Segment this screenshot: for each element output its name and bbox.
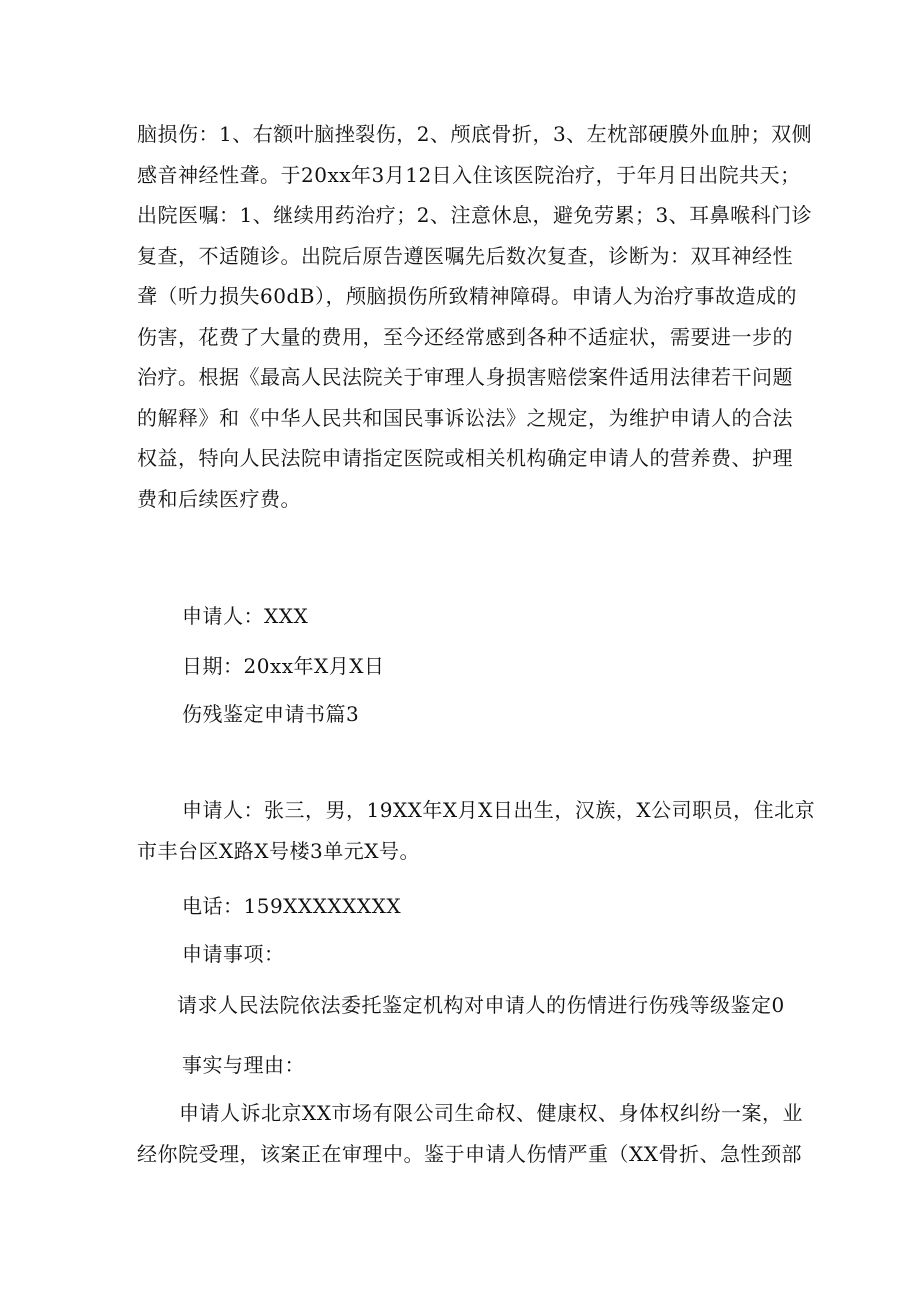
text-line: 伤害，花费了大量的费用，至今还经常感到各种不适症状，需要进一步的 <box>137 324 793 349</box>
text-line: 出院医嘱：1、继续用药治疗；2、注意休息，避免劳累；3、耳鼻喉科门诊 <box>137 203 813 227</box>
signature-applicant: 申请人：XXX <box>182 604 309 628</box>
paragraph-injury-details <box>137 114 813 519</box>
text-line: 费和后续医疗费。 <box>137 486 301 511</box>
text-line: 脑损伤：1、右额叶脑挫裂伤，2、颅底骨折，3、左枕部硬膜外血肿；双侧 <box>137 122 813 146</box>
text-line: 聋（听力损失60dB），颅脑损伤所致精神障碍。申请人为治疗事故造成的 <box>137 284 797 308</box>
text-line: 市丰台区X路X号楼3单元X号。 <box>137 838 420 863</box>
text-line: 的解释》和《中华人民共和国民事诉讼法》之规定，为维护申请人的合法 <box>137 405 793 430</box>
text-line: 经你院受理，该案正在审理中。鉴于申请人伤情严重（XX骨折、急性颈部 <box>137 1141 802 1166</box>
facts-label: 事实与理由： <box>182 1053 305 1077</box>
request-text: 请求人民法院依法委托鉴定机构对申请人的伤情进行伤残等级鉴定0 <box>177 993 785 1017</box>
text-line: 感音神经性聋。于20xx年3月12日入住该医院治疗，于年月日出院共天； <box>137 162 801 187</box>
request-label: 申请事项： <box>182 942 285 966</box>
text-line: 申请人：张三，男，19XX年X月X日出生，汉族，X公司职员，住北京 <box>182 798 816 822</box>
phone-line: 电话：159XXXXXXXX <box>182 894 402 918</box>
signature-date: 日期：20xx年X月X日 <box>182 654 385 678</box>
text-line: 复查，不适随诊。出院后原告遵医嘱先后数次复查，诊断为：双耳神经性 <box>137 243 793 268</box>
facts-paragraph <box>137 1093 803 1174</box>
applicant-info <box>137 790 816 871</box>
text-line: 治疗。根据《最高人民法院关于审理人身损害赔偿案件适用法律若干问题 <box>137 365 793 389</box>
text-line: 权益，特向人民法院申请指定医院或相关机构确定申请人的营养费、护理 <box>137 446 793 470</box>
text-line: 申请人诉北京XX市场有限公司生命权、健康权、身体权纠纷一案，业 <box>179 1101 803 1125</box>
section-heading: 伤残鉴定申请书篇3 <box>182 702 360 726</box>
